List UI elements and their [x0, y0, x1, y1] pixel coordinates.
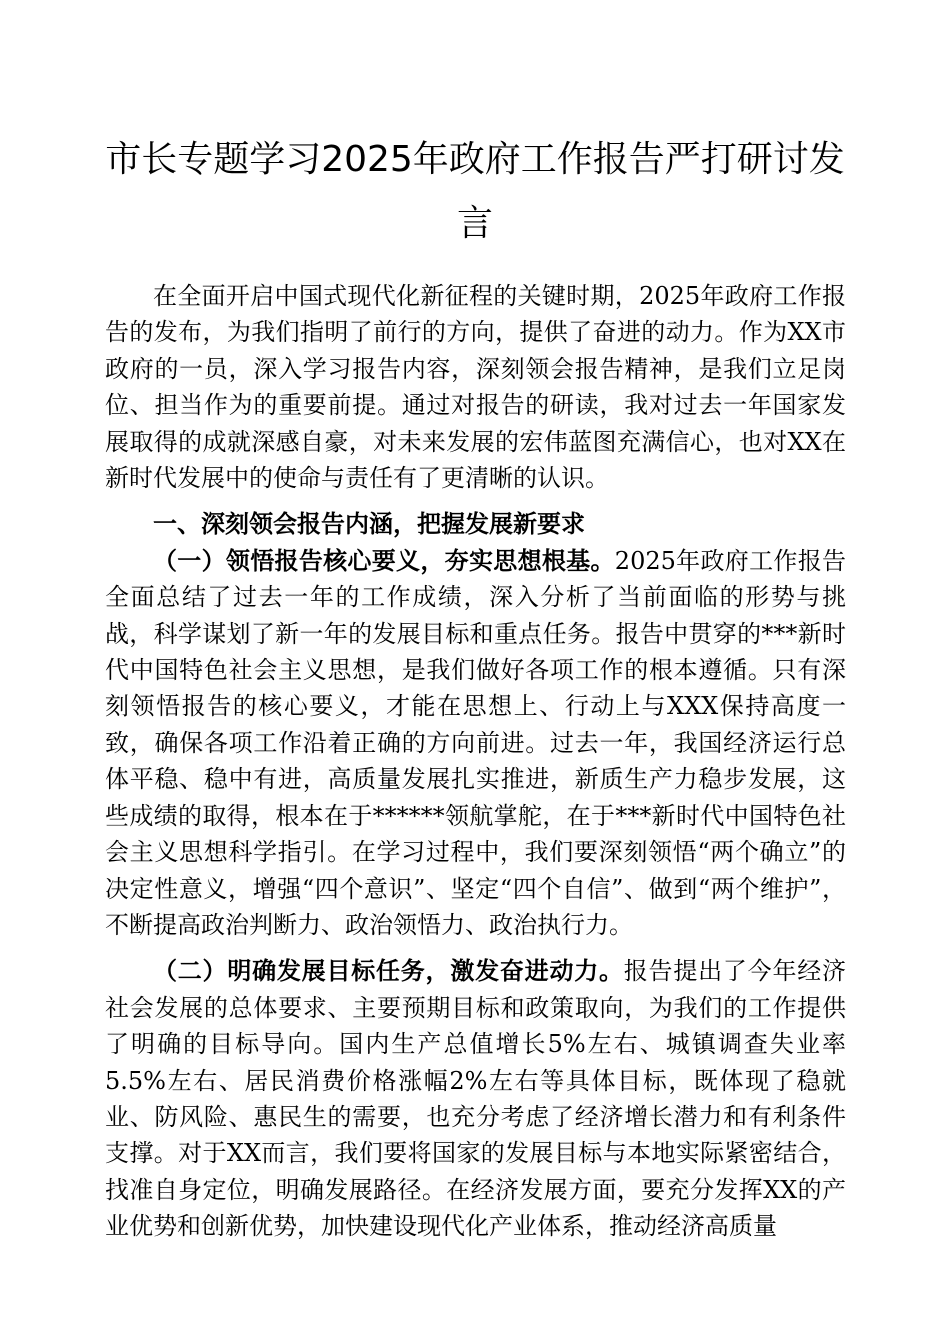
paragraph-2 — [105, 953, 846, 1244]
paragraph-1 — [105, 543, 846, 943]
paragraph-2-lead: （二）明确发展目标任务，激发奋进动力。 — [153, 957, 624, 986]
paragraph-2-text: 报告提出了今年经济社会发展的总体要求、主要预期目标和政策取向，为我们的工作提供了明确的目标导向。国内生产总值增长5%左右、城镇调查失业率5.5%左右、居民消费价格涨幅2%左右等具体目标，既体现了稳就业、防风险、惠民生的需要，也充分考虑了经济增长潜力和有利条件支撑。对于XX而言，我们要将国家的发展目标与本地实际紧密结合，找准自身定位，明确发展路径。在经济发展方面，要充分发挥XX的产业优势和创新优势，加快建设现代化产业体系，推动经济高质量 — [105, 957, 847, 1241]
paragraph-1-text: 2025年政府工作报告全面总结了过去一年的工作成绩，深入分析了当前面临的形势与挑战，科学谋划了新一年的发展目标和重点任务。报告中贯穿的***新时代中国特色社会主义思想，是我们做好各项工作的根本遵循。只有深刻领悟报告的核心要义，才能在思想上、行动上与XXX保持高度一致，确保各项工作沿着正确的方向前进。过去一年，我国经济运行总体平稳、稳中有进，高质量发展扎实推进，新质生产力稳步发展，这些成绩的取得，根本在于******领航掌舵，在于***新时代中国特色社会主义思想科学指引。在学习过程中，我们要深刻领悟“两个确立”的决定性意义，增强“四个意识”、坚定“四个自信”、做到“两个维护”，不断提高政治判断力、政治领悟力、政治执行力。 — [105, 546, 847, 939]
document-title: 市长专题学习2025年政府工作报告严打研讨发言 — [105, 139, 845, 244]
intro-paragraph: 在全面开启中国式现代化新征程的关键时期，2025年政府工作报告的发布，为我们指明了前行的方向，提供了奋进的动力。作为XX市政府的一员，深入学习报告内容，深刻领会报告精神，是我们立足岗位、担当作为的重要前提。通过对报告的研读，我对过去一年国家发展取得的成就深感自豪，对未来发展的宏伟蓝图充满信心，也对XX在新时代发展中的使命与责任有了更清晰的认识。 — [105, 282, 846, 493]
section-heading-1: 一、深刻领会报告内涵，把握发展新要求 — [153, 510, 585, 539]
paragraph-1-lead: （一）领悟报告核心要义，夯实思想根基。 — [153, 546, 615, 575]
document-body — [105, 278, 846, 1245]
